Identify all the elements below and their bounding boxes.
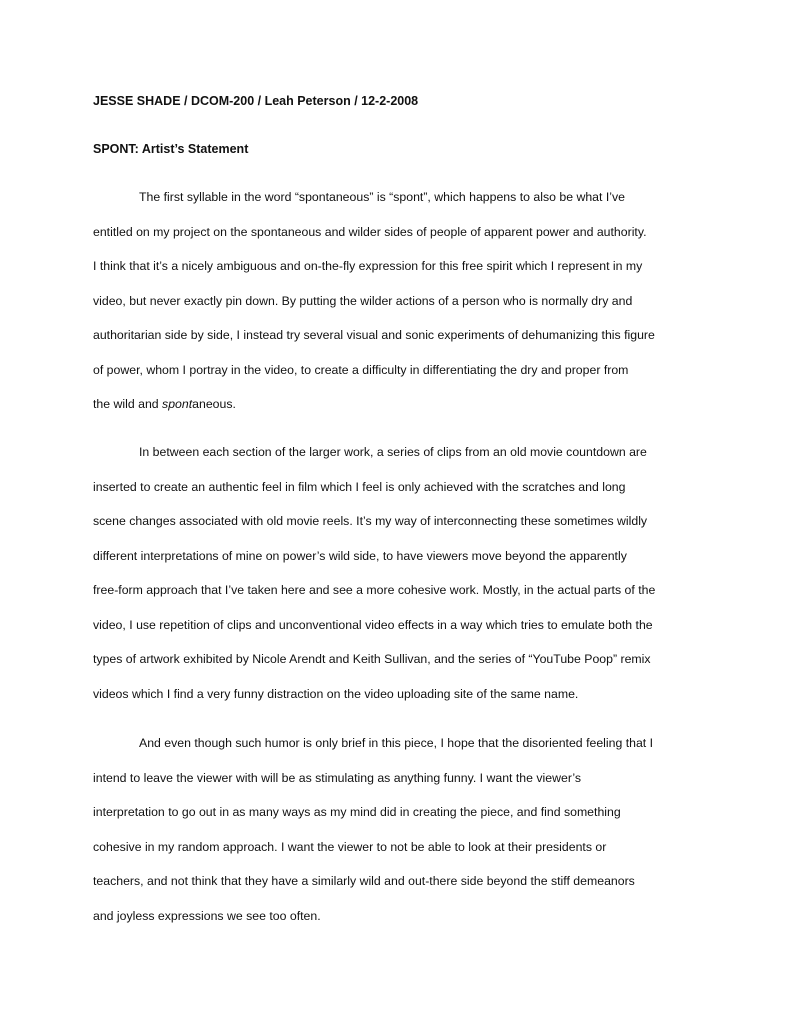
paragraph-line: In between each section of the larger work, a series of clips from an old movie countdown are [139, 445, 647, 459]
paragraph-line: entitled on my project on the spontaneous and wilder sides of people of apparent power and authority. [93, 224, 647, 239]
italic-text-segment: spont [162, 397, 193, 411]
paragraph-3 [93, 726, 699, 933]
paragraph-line: and joyless expressions we see too often. [93, 908, 321, 923]
paragraph-1 [93, 180, 699, 422]
paragraph-line: cohesive in my random approach. I want the viewer to not be able to look at their presidents or [93, 839, 607, 854]
paragraph-line: video, I use repetition of clips and unconventional video effects in a way which tries to emulate both the [93, 617, 653, 632]
paragraph-line: free-form approach that I’ve taken here and see a more cohesive work. Mostly, in the actual parts of the [93, 583, 656, 597]
paragraph-line: inserted to create an authentic feel in film which I feel is only achieved with the scratches and long [93, 479, 626, 494]
paragraph-line: I think that it’s a nicely ambiguous and on-the-fly expression for this free spirit which I represent in my [93, 259, 643, 273]
paragraph-line: interpretation to go out in as many ways as my mind did in creating the piece, and find something [93, 805, 621, 819]
paragraph-line: video, but never exactly pin down. By putting the wilder actions of a person who is normally dry and [93, 293, 633, 308]
paragraph-line: videos which I find a very funny distraction on the video uploading site of the same name. [93, 686, 579, 701]
paragraph-2 [93, 435, 699, 711]
paragraph-line: And even though such humor is only brief in this piece, I hope that the disoriented feeling that I [139, 736, 654, 750]
document-title: SPONT: Artist’s Statement [93, 142, 249, 156]
paragraph-line: intend to leave the viewer with will be as stimulating as anything funny. I want the viewer’s [93, 770, 582, 785]
paragraph-line: teachers, and not think that they have a similarly wild and out-there side beyond the stiff demeanors [93, 874, 635, 888]
paragraph-line [93, 387, 699, 422]
paragraph-line: of power, whom I portray in the video, to create a difficulty in differentiating the dry and proper from [93, 362, 629, 377]
paragraph-line: scene changes associated with old movie reels. It’s my way of interconnecting these sometimes wildly [93, 514, 648, 528]
paragraph-line: The first syllable in the word “spontaneous” is “spont”, which happens to also be what I’ve [139, 190, 625, 204]
text-segment: the wild and [93, 397, 163, 411]
text-segment: aneous. [192, 397, 236, 411]
paragraph-line: types of artwork exhibited by Nicole Arendt and Keith Sullivan, and the series of “YouTube Poop” remix [93, 652, 651, 666]
document-header: JESSE SHADE / DCOM-200 / Leah Peterson / 12-2-2008 [93, 94, 419, 108]
paragraph-line: different interpretations of mine on power’s wild side, to have viewers move beyond the apparently [93, 548, 627, 563]
paragraph-line: authoritarian side by side, I instead try several visual and sonic experiments of dehumanizing this figure [93, 328, 655, 342]
